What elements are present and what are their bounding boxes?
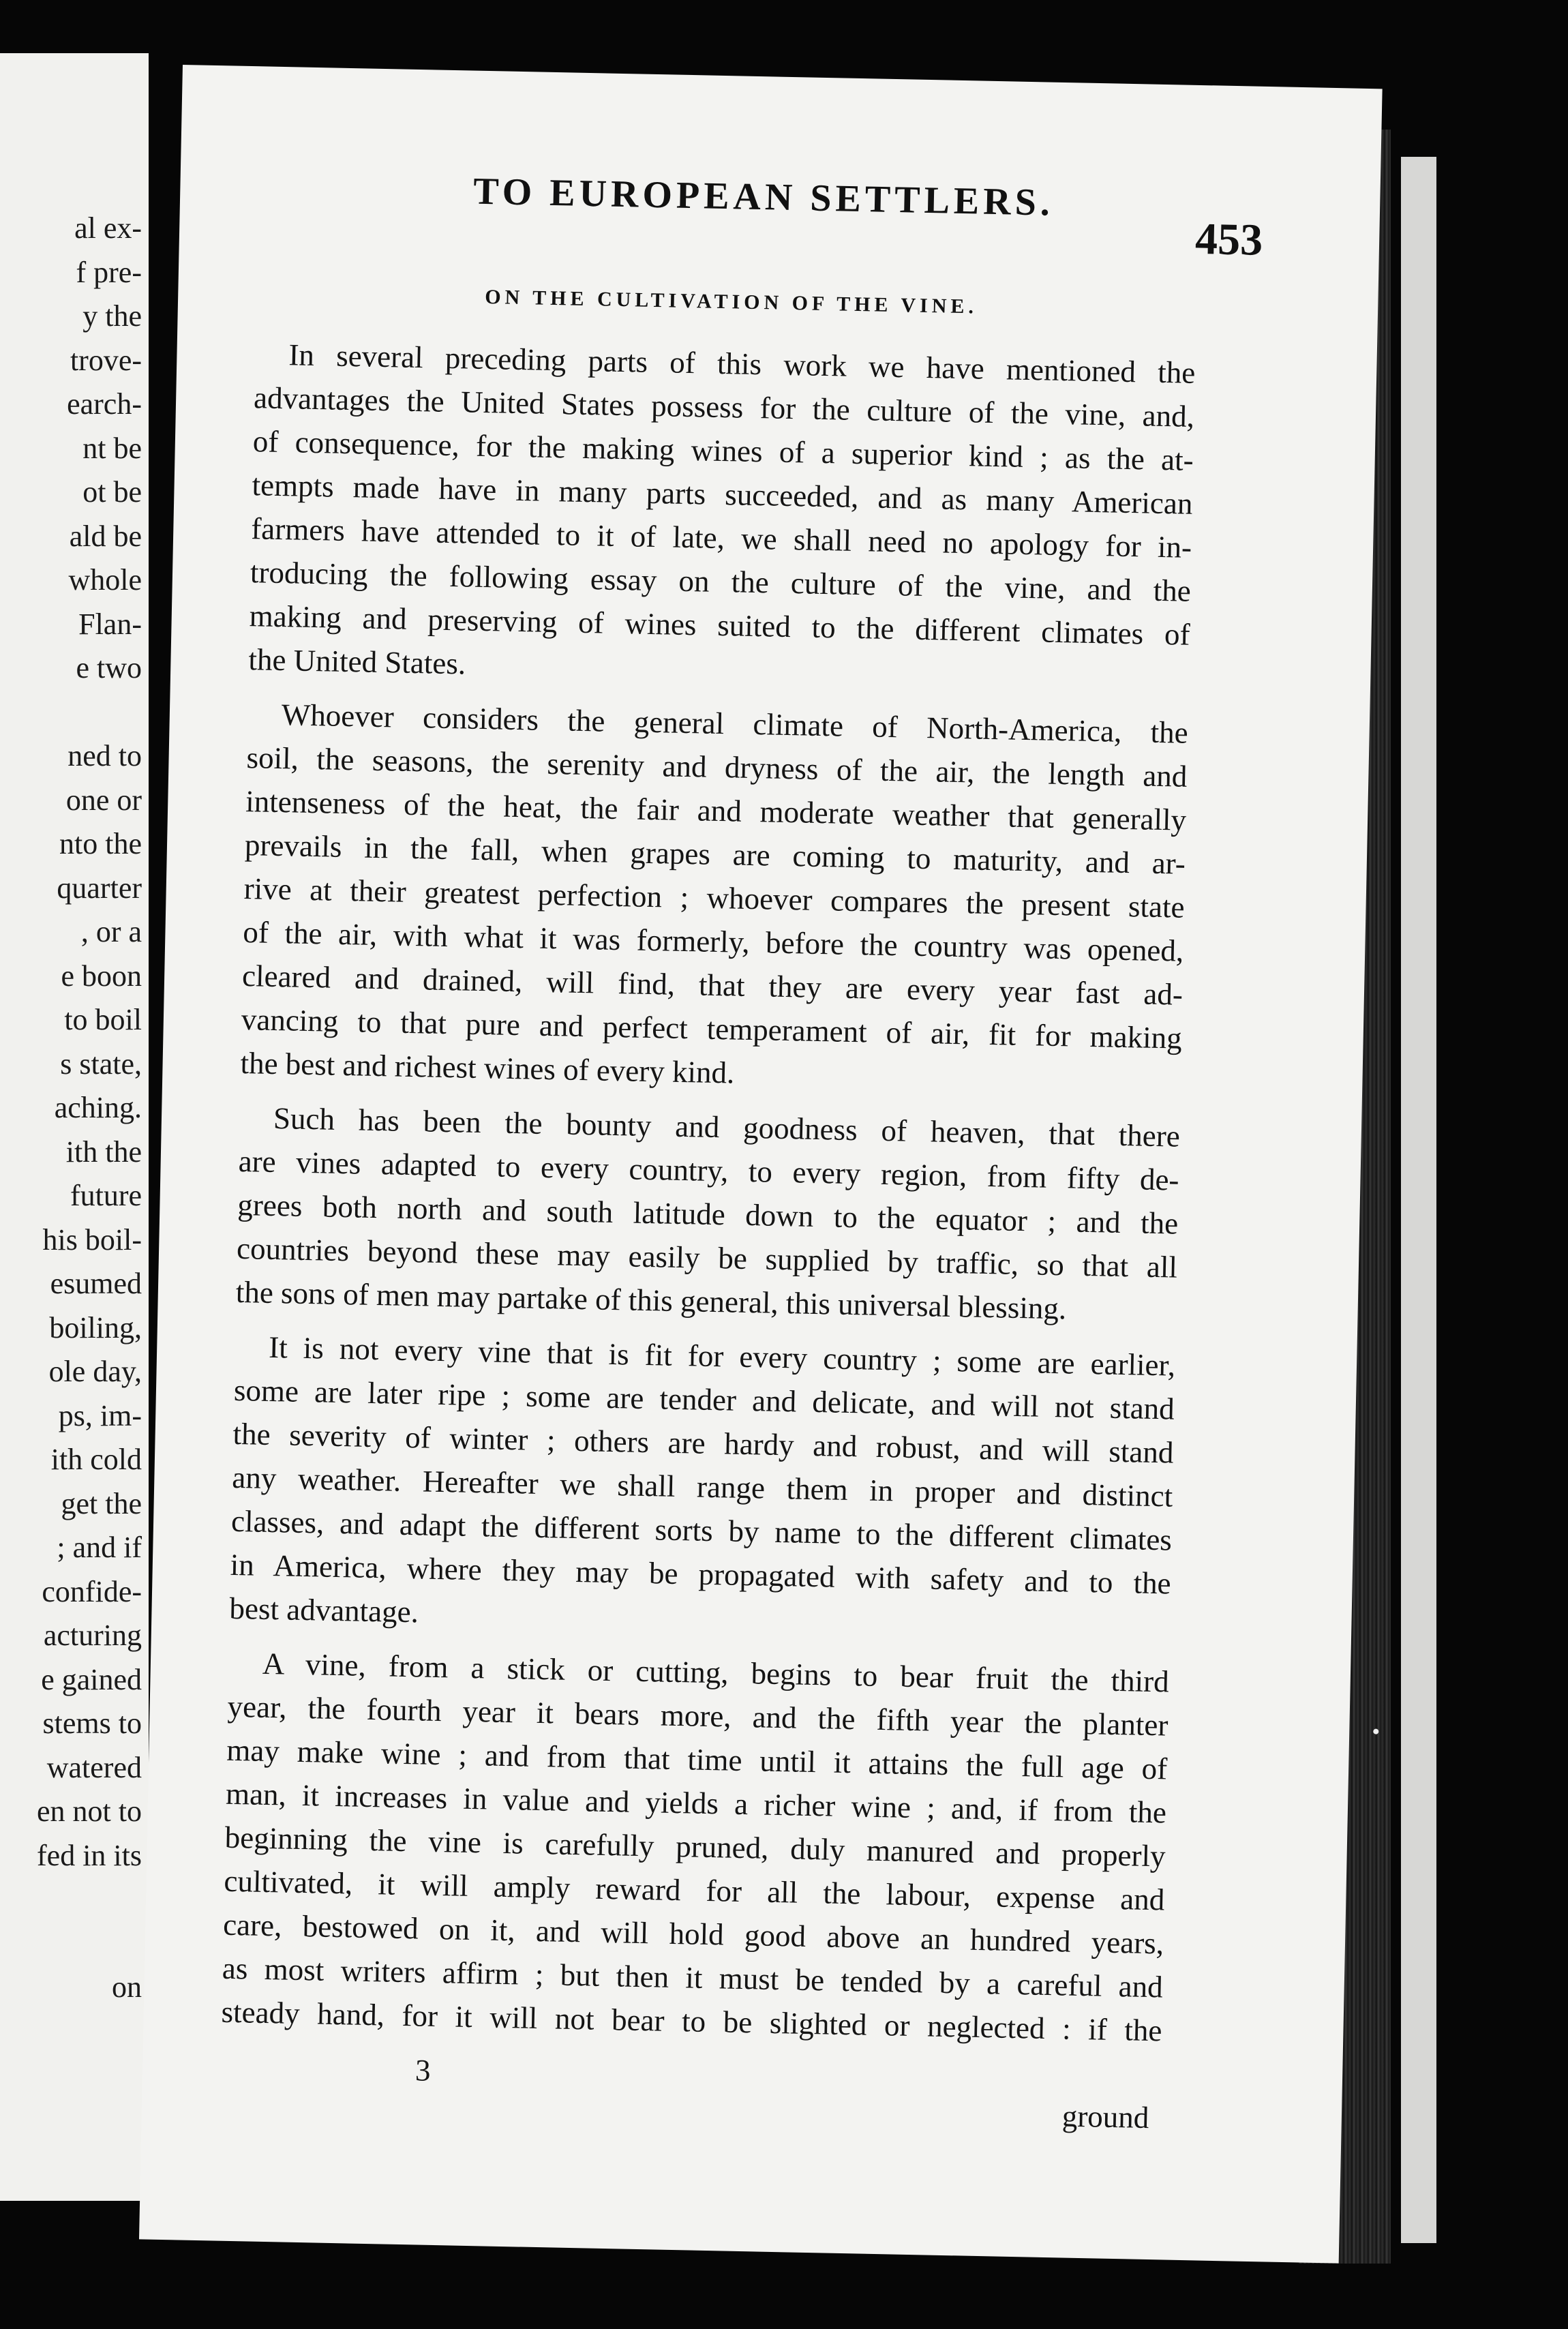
page-number: 453: [1194, 213, 1263, 265]
previous-page-line: confide-: [42, 1574, 142, 1608]
text-line: advantages the United States possess for the culture of the vine, and,: [253, 380, 1195, 434]
previous-page-line: ot be: [82, 475, 142, 509]
section-title: ON THE CULTIVATION OF THE VINE.: [484, 285, 978, 318]
previous-page-line: s state,: [60, 1047, 142, 1081]
previous-page-line: earch-: [67, 387, 142, 421]
text-line: as most writers affirm ; but then it must be tended by a careful and: [222, 1951, 1164, 2004]
text-line: may make wine ; and from that time until it attains the full age of: [226, 1732, 1168, 1786]
previous-page-line: one or: [65, 783, 142, 817]
text-line: are vines adapted to every country, to every region, from fifty de-: [238, 1143, 1179, 1197]
text-line: vancing to that pure and perfect temperament of air, fit for making: [241, 1002, 1183, 1055]
text-line: classes, and adapt the different sorts by name to the different climates: [230, 1503, 1173, 1557]
previous-page-line: ith the: [65, 1135, 142, 1169]
previous-page-line: trove-: [70, 343, 142, 377]
text-line: care, bestowed on it, and will hold good above an hundred years,: [222, 1907, 1164, 1961]
text-line: best advantage.: [229, 1591, 419, 1629]
previous-page-line: ned to: [67, 739, 142, 772]
text-line: A vine, from a stick or cutting, begins to bear fruit the third: [262, 1646, 1170, 1699]
previous-page-line: e gained: [41, 1662, 142, 1696]
previous-page-line: e boon: [61, 959, 142, 993]
previous-page-line: y the: [82, 299, 142, 333]
text-line: rive at their greatest perfection ; whoever compares the present state: [243, 871, 1185, 925]
text-line: Whoever considers the general climate of North-America, the: [281, 697, 1189, 750]
text-line: troducing the following essay on the culture of the vine, and the: [250, 555, 1192, 608]
previous-page-line: nto the: [59, 827, 142, 860]
previous-page-line: esumed: [50, 1267, 142, 1300]
previous-page-line: stems to: [42, 1707, 142, 1740]
previous-page-line: Flan-: [78, 607, 142, 641]
previous-page-line: f pre-: [76, 255, 142, 289]
previous-page-line: get the: [61, 1486, 142, 1520]
previous-page-line: boiling,: [49, 1310, 142, 1344]
previous-page-line: future: [70, 1179, 142, 1212]
text-line: of the air, with what it was formerly, before the country was opened,: [242, 915, 1184, 968]
text-line: year, the fourth year it bears more, and the fifth year the planter: [227, 1689, 1169, 1743]
text-line: It is not every vine that is fit for every country ; some are earlier,: [268, 1329, 1176, 1383]
text-line: the sons of men may partake of this general, this universal blessing.: [235, 1274, 1067, 1326]
text-line: cultivated, it will amply reward for all the labour, expense and: [224, 1863, 1165, 1917]
text-line: grees both north and south latitude down to the equator ; and the: [237, 1187, 1179, 1241]
previous-page-line: watered: [46, 1750, 142, 1784]
previous-page-line: fed in its: [37, 1838, 142, 1872]
running-head: TO EUROPEAN SETTLERS.: [472, 170, 1055, 224]
signature-mark: 3: [414, 2053, 432, 2088]
text-line: the United States.: [248, 642, 466, 681]
previous-page-line: e two: [76, 651, 142, 685]
text-line: in America, where they may be propagated with safety and to the: [230, 1547, 1172, 1601]
text-line: Such has been the bounty and goodness of heaven, that there: [273, 1100, 1181, 1154]
text-line: beginning the vine is carefully pruned, duly manured and properly: [224, 1820, 1166, 1874]
text-line: prevails in the fall, when grapes are coming to maturity, and ar-: [244, 828, 1186, 881]
text-line: steady hand, for it will not bear to be slighted or neglected : if the: [221, 1994, 1162, 2048]
text-line: soil, the seasons, the serenity and dryness of the air, the length and: [246, 740, 1188, 794]
previous-page-line: quarter: [57, 871, 142, 905]
previous-page-line: his boil-: [42, 1222, 142, 1257]
previous-page-line: , or a: [80, 915, 142, 948]
text-line: intenseness of the heat, the fair and moderate weather that generally: [245, 784, 1187, 837]
book-edge-strip: [1401, 157, 1436, 2243]
previous-page-line: on: [112, 1970, 142, 2004]
text-line: cleared and drained, will find, that they are every year fast ad-: [241, 959, 1183, 1012]
text-line: tempts made have in many parts succeeded, and as many American: [252, 468, 1193, 521]
previous-page-line: ald be: [69, 519, 142, 553]
previous-page-line: ole day,: [48, 1355, 142, 1388]
text-line: some are later ripe ; some are tender and delicate, and will not stand: [233, 1372, 1175, 1426]
previous-page-edge: [0, 53, 149, 2201]
text-line: countries beyond these may easily be supplied by traffic, so that all: [236, 1231, 1178, 1284]
previous-page-line: whole: [68, 563, 142, 597]
text-line: any weather. Hereafter we shall range them in proper and distinct: [231, 1460, 1173, 1514]
text-line: In several preceding parts of this work we have mentioned the: [288, 337, 1196, 390]
previous-page-line: en not to: [37, 1794, 142, 1828]
book-page: [139, 65, 1383, 2264]
catchword: ground: [1061, 2099, 1149, 2135]
previous-page-line: ith cold: [50, 1443, 142, 1476]
text-line: the severity of winter ; others are hardy and robust, and will stand: [232, 1416, 1174, 1470]
text-line: of consequence, for the making wines of a superior kind ; as the at-: [252, 424, 1194, 477]
previous-page-line: acturing: [43, 1619, 142, 1652]
previous-page-line: aching.: [54, 1091, 142, 1124]
previous-page-line: ps, im-: [58, 1398, 142, 1432]
previous-page-line: ; and if: [57, 1531, 142, 1564]
previous-page-line: to boil: [64, 1003, 142, 1036]
previous-page-line: nt be: [82, 431, 142, 465]
previous-page-line: al ex-: [74, 211, 142, 245]
text-line: farmers have attended to it of late, we shall need no apology for in-: [250, 511, 1192, 565]
text-line: the best and richest wines of every kind.: [240, 1045, 735, 1090]
text-line: man, it increases in value and yields a richer wine ; and, if from the: [225, 1776, 1167, 1830]
text-line: making and preserving of wines suited to the different climates of: [249, 599, 1191, 652]
